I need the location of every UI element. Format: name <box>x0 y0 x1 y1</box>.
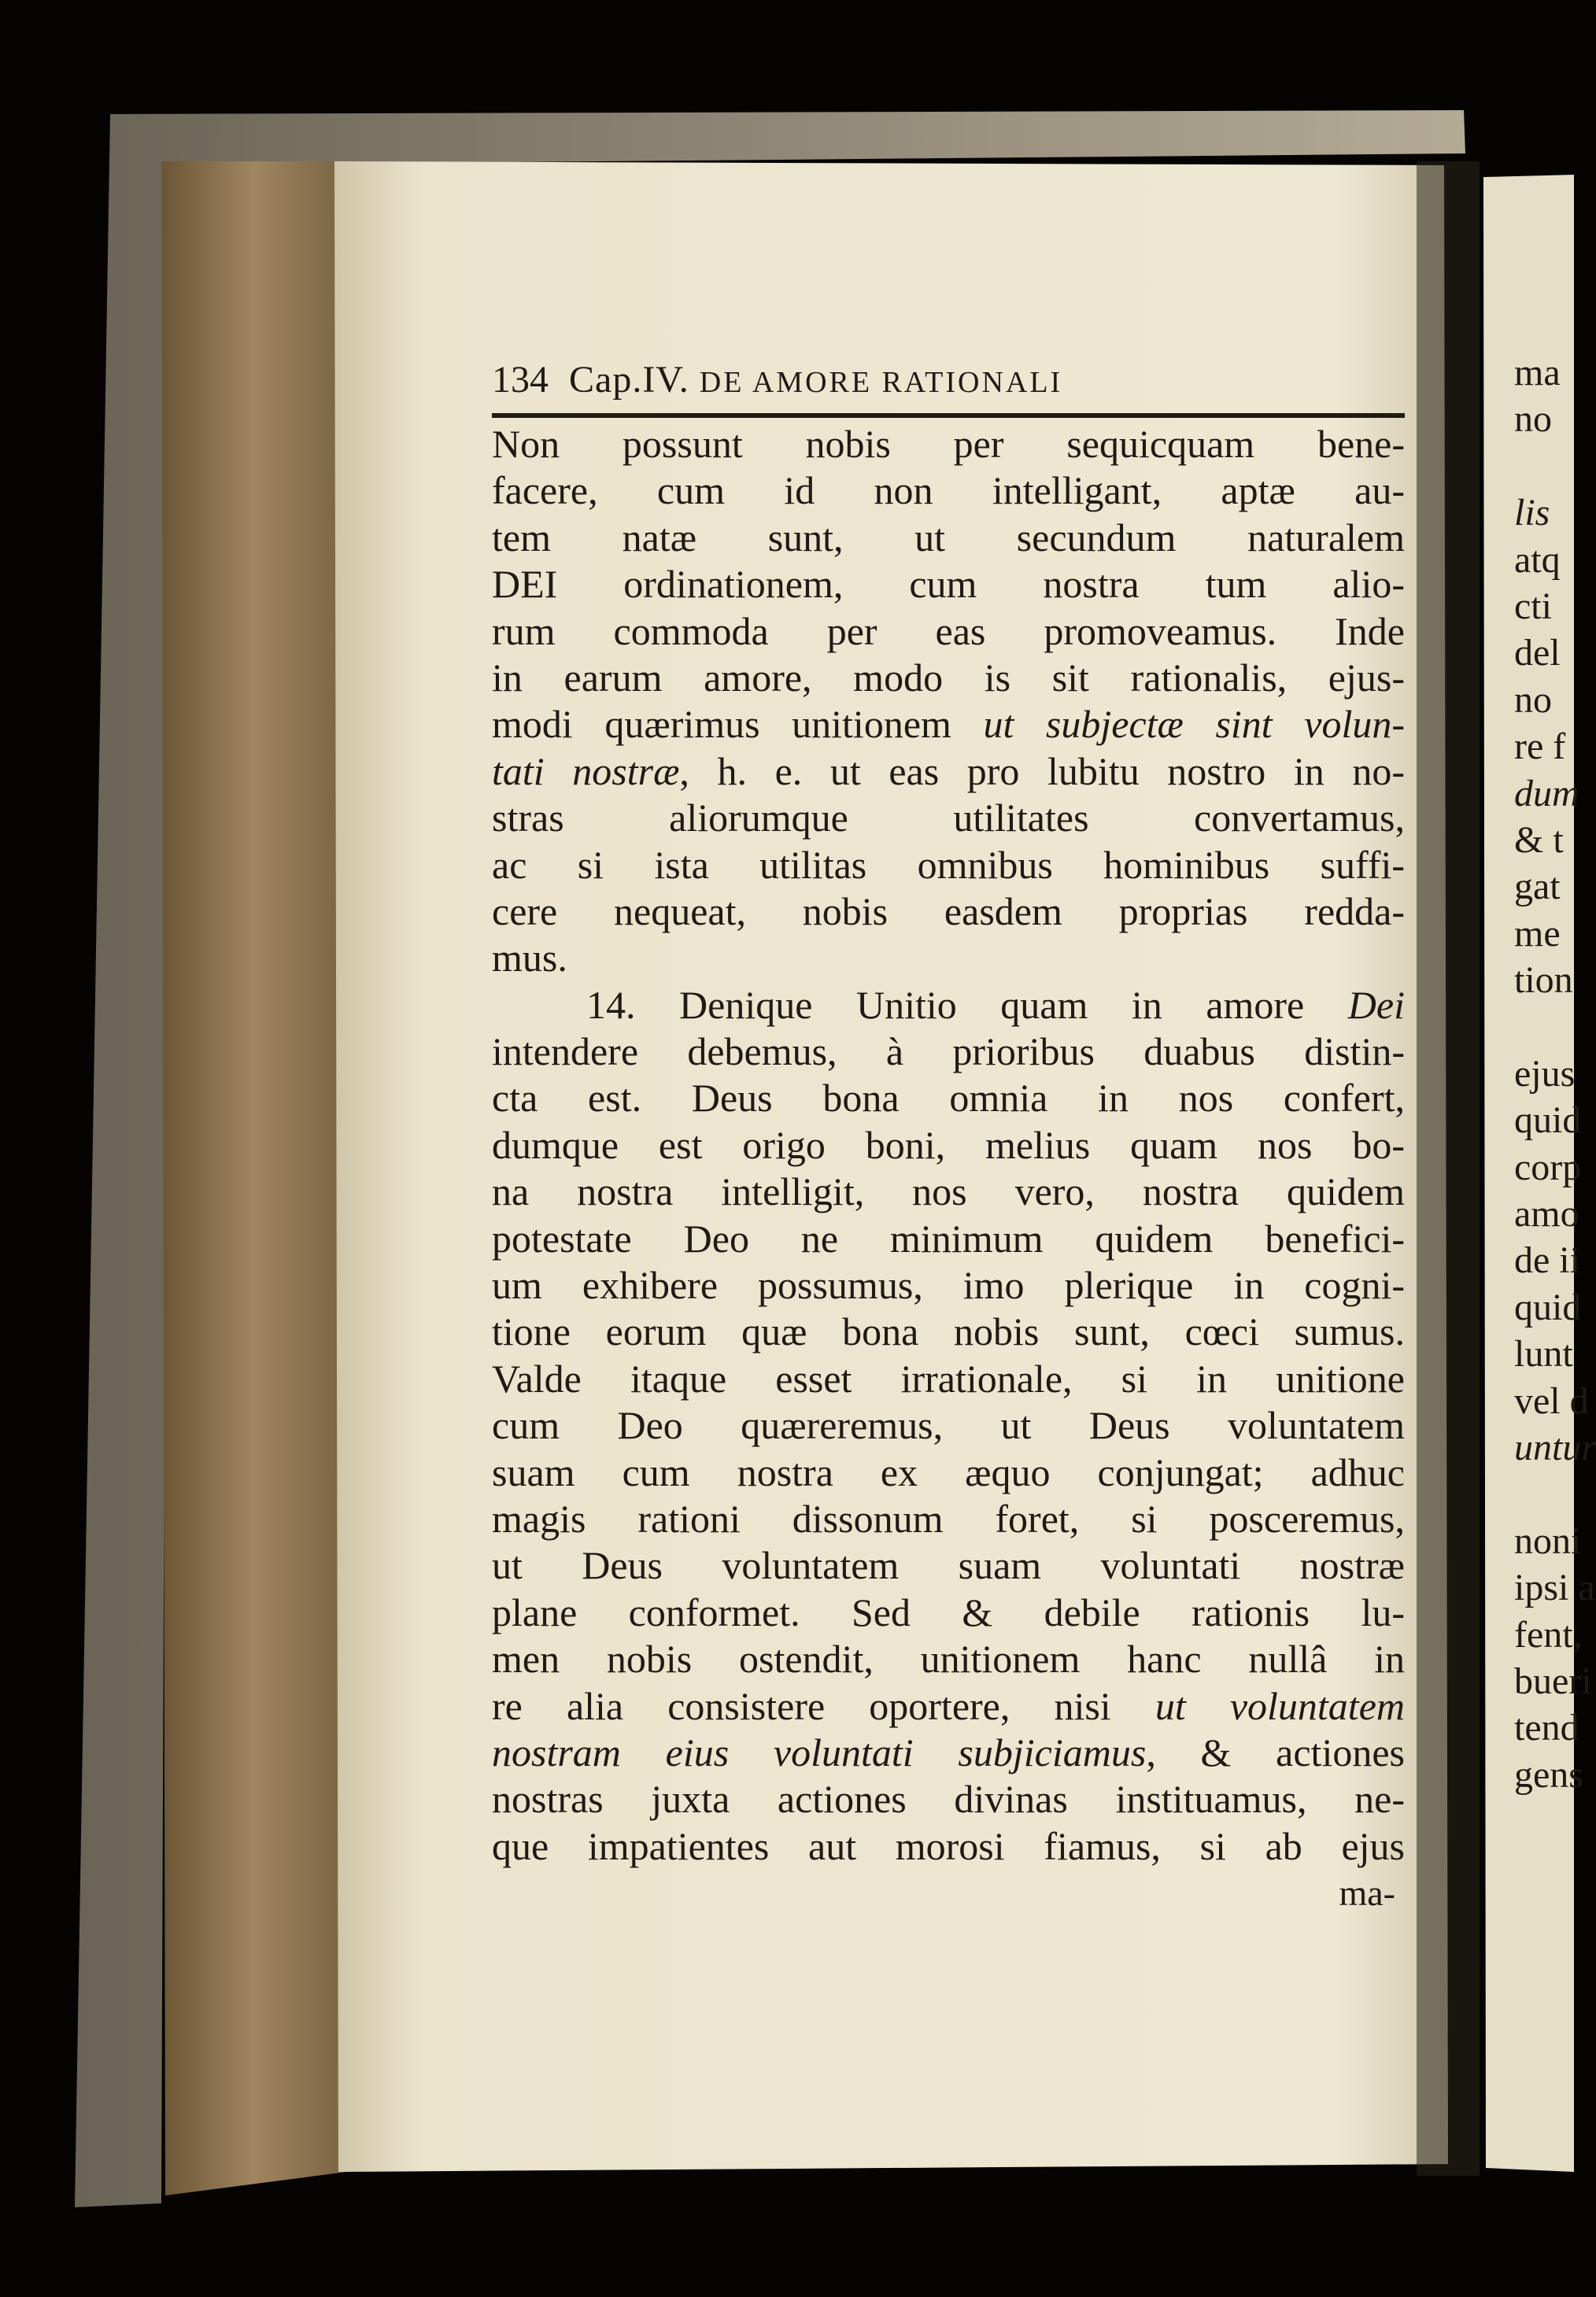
text-line: ut Deus voluntatem suam voluntati nostræ <box>492 1543 1405 1588</box>
facing-line: ipsi a <box>1514 1567 1595 1609</box>
facing-line: fent, <box>1514 1613 1583 1656</box>
facing-line <box>1514 443 1574 489</box>
text-line: modi quærimus unitionem ut subjectæ sint volun- <box>492 702 1405 747</box>
text-line: in earum amore, modo is sit rationalis, ejus- <box>492 655 1405 700</box>
running-head <box>492 358 1405 418</box>
facing-line: cti <box>1514 585 1552 627</box>
facing-line <box>1514 1471 1574 1517</box>
facing-line: atq <box>1514 538 1561 581</box>
facing-line: gens <box>1514 1753 1583 1796</box>
facing-line: ma <box>1514 352 1561 393</box>
text-line: tione eorum quæ bona nobis sunt, cœci sumus. <box>492 1309 1405 1354</box>
text-line: Non possunt nobis per sequicquam bene- <box>492 422 1405 466</box>
facing-line: bueri <box>1514 1660 1592 1702</box>
facing-line: me <box>1514 912 1561 955</box>
facing-line: vel d <box>1514 1379 1589 1422</box>
facing-page-text <box>1514 349 1596 1798</box>
text-line: intendere debemus, à prioribus duabus distin- <box>492 1029 1405 1074</box>
text-line: tem natæ sunt, ut secundum naturalem <box>492 515 1405 559</box>
paragraph-start: 14. Denique Unitio quam in amore Dei <box>586 982 1405 1027</box>
text-line: DEI ordinationem, cum nostra tum alio- <box>492 562 1405 607</box>
text-line: Valde itaque esset irrationale, si in unitione <box>492 1356 1405 1401</box>
facing-line: no <box>1514 678 1552 721</box>
text-line: magis rationi dissonum foret, si posceremus, <box>492 1496 1405 1541</box>
facing-line: de ii <box>1514 1239 1580 1282</box>
chapter-label: Cap.IV. <box>569 359 689 401</box>
text-line: men nobis ostendit, unitionem hanc nullâ in <box>492 1637 1405 1682</box>
facing-line: del <box>1514 632 1561 674</box>
text-line: cere nequeat, nobis easdem proprias redda- <box>492 888 1405 933</box>
page-text <box>492 358 1405 1917</box>
text-line: rum commoda per eas promoveamus. Inde <box>492 608 1405 653</box>
text-line: nostras juxta actiones divinas instituamus, ne- <box>492 1777 1405 1822</box>
chapter-subject: DE AMORE RATIONALI <box>699 366 1063 399</box>
text-line: mus. <box>492 936 567 980</box>
chapter-title <box>569 358 1062 401</box>
catchword: ma- <box>1339 1873 1395 1914</box>
facing-line: tion <box>1514 959 1573 1002</box>
facing-line: lis <box>1514 492 1550 534</box>
facing-line <box>1514 1003 1574 1050</box>
text-line: cta est. Deus bona omnia in nos confert, <box>492 1076 1405 1121</box>
facing-line: amo <box>1514 1193 1579 1235</box>
facing-line: no <box>1514 398 1552 441</box>
facing-line: dum <box>1514 772 1579 814</box>
facing-line: ejus <box>1514 1052 1576 1095</box>
facing-line: quid <box>1514 1099 1582 1142</box>
facing-line: lunt <box>1514 1333 1573 1376</box>
facing-line: quid <box>1514 1286 1582 1328</box>
text-line: dumque est origo boni, melius quam nos bo- <box>492 1122 1405 1167</box>
text-line: ac si ista utilitas omnibus hominibus suffi- <box>492 842 1405 887</box>
text-line: nostram eius voluntati subjiciamus, & actiones <box>492 1730 1405 1774</box>
facing-line: corp <box>1514 1146 1582 1188</box>
facing-line: gat <box>1514 866 1561 908</box>
text-line: re alia consistere oportere, nisi ut voluntatem <box>492 1683 1405 1728</box>
text-line: suam cum nostra ex æquo conjungat; adhuc <box>492 1449 1405 1494</box>
text-line: potestate Deo ne minimum quidem benefici- <box>492 1216 1405 1261</box>
text-line: plane conformet. Sed & debile rationis lu- <box>492 1590 1405 1634</box>
text-line: que impatientes aut morosi fiamus, si ab ejus <box>492 1823 1405 1868</box>
facing-line: tend <box>1514 1707 1579 1749</box>
text-line: na nostra intelligit, nos vero, nostra quidem <box>492 1169 1405 1214</box>
page-number: 134 <box>492 359 549 401</box>
facing-line: untur <box>1514 1426 1596 1468</box>
facing-line: & t <box>1514 818 1564 861</box>
text-line: facere, cum id non intelligant, aptæ au- <box>492 468 1405 513</box>
text-line: tati nostræ, h. e. ut eas pro lubitu nostro in no- <box>492 748 1405 793</box>
gutter-shadow <box>1417 161 1480 2176</box>
facing-line: re f <box>1514 726 1566 768</box>
text-line: stras aliorumque utilitates convertamus, <box>492 796 1405 840</box>
text-line: um exhibere possumus, imo plerique in cogni- <box>492 1263 1405 1308</box>
text-line: cum Deo quæreremus, ut Deus voluntatem <box>492 1403 1405 1448</box>
page-edges <box>161 161 346 2195</box>
facing-line: noni <box>1514 1520 1582 1562</box>
